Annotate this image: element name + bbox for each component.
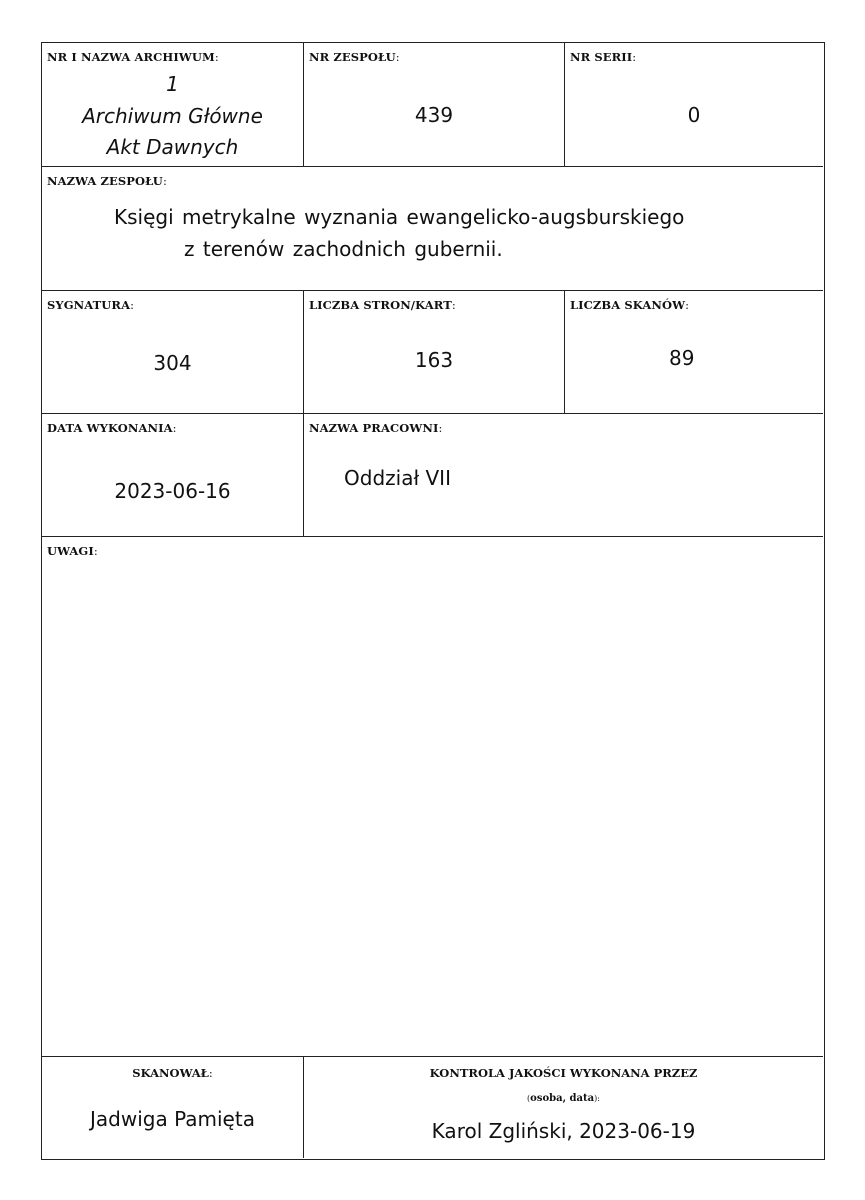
fonds-name-cell <box>42 167 823 291</box>
archive-name-line2: Akt Dawnych <box>106 135 239 159</box>
scanned-by-value: Jadwiga Pamięta <box>90 1107 255 1131</box>
fonds-name-label: NAZWA ZESPOŁU: <box>47 174 167 188</box>
scanned-by-label: SKANOWAŁ: <box>132 1066 213 1080</box>
date-done-cell <box>42 414 304 537</box>
notes-label: UWAGI: <box>47 544 98 558</box>
archive-label: NR I NAZWA ARCHIWUM: <box>47 50 219 64</box>
archive-cell <box>42 43 304 167</box>
fonds-number-value: 439 <box>414 103 454 127</box>
series-number-value: 0 <box>687 103 701 127</box>
quality-control-cell <box>304 1057 823 1158</box>
scans-label: LICZBA SKANÓW: <box>570 298 690 312</box>
archive-metadata-form <box>41 42 825 1160</box>
quality-control-sublabel: (osoba, data): <box>527 1093 600 1104</box>
series-number-cell <box>565 43 823 167</box>
workshop-value: Oddział VII <box>344 466 451 490</box>
series-number-label: NR SERII: <box>570 50 637 64</box>
fonds-name-line1: Księgi metrykalne wyznania ewangelicko-augsburskiego <box>114 205 685 229</box>
workshop-label: NAZWA PRACOWNI: <box>309 421 443 435</box>
date-done-value: 2023-06-16 <box>114 479 231 503</box>
pages-value: 163 <box>414 348 454 372</box>
workshop-cell <box>304 414 823 537</box>
archive-number: 1 <box>166 72 179 96</box>
scanned-by-cell <box>42 1057 304 1158</box>
notes-cell <box>42 537 823 1057</box>
quality-control-label: KONTROLA JAKOŚCI WYKONANA PRZEZ <box>429 1066 698 1080</box>
signature-label: SYGNATURA: <box>47 298 135 312</box>
date-done-label: DATA WYKONANIA: <box>47 421 177 435</box>
fonds-number-label: NR ZESPOŁU: <box>309 50 400 64</box>
pages-label: LICZBA STRON/KART: <box>309 298 456 312</box>
fonds-name-line2: z terenów zachodnich gubernii. <box>184 237 503 261</box>
quality-control-value: Karol Zgliński, 2023-06-19 <box>431 1119 696 1143</box>
fonds-number-cell <box>304 43 565 167</box>
scans-cell <box>565 291 823 414</box>
signature-value: 304 <box>153 351 192 375</box>
scans-value: 89 <box>669 346 695 370</box>
archive-name-line1: Archiwum Główne <box>82 104 263 128</box>
signature-cell <box>42 291 304 414</box>
pages-cell <box>304 291 565 414</box>
